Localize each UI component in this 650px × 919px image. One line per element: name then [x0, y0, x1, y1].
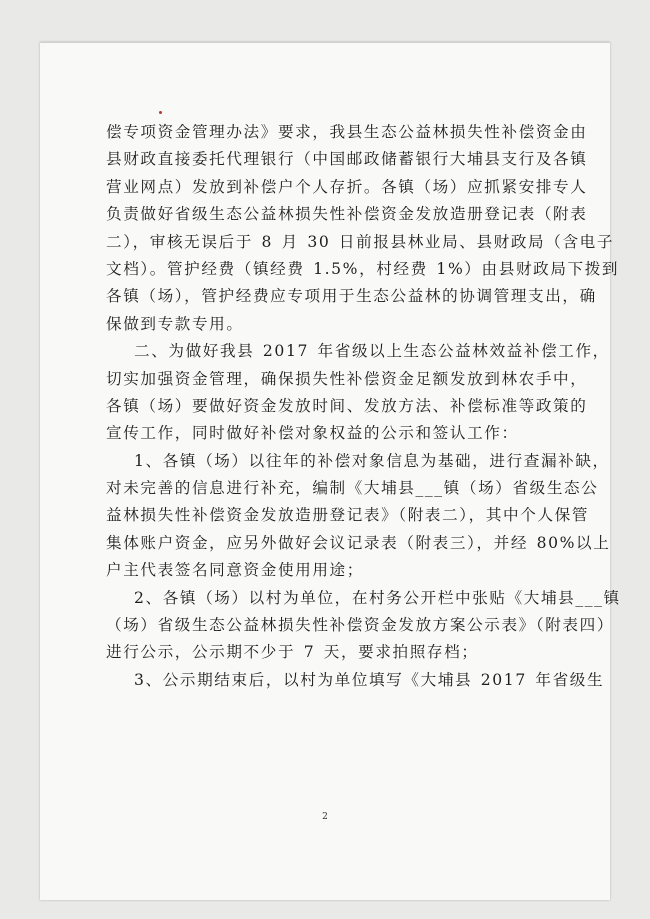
- text-line: 益林损失性补偿资金发放造册登记表》（附表二），其中个人保管: [106, 506, 590, 525]
- text-line: 各镇（场），管护经费应专项用于生态公益林的协调管理支出，确: [106, 287, 597, 306]
- text-line: 负责做好省级生态公益林损失性补偿资金发放造册登记表（附表: [106, 205, 588, 224]
- text-line: 户主代表签名同意资金使用用途；: [106, 561, 364, 580]
- text-line: 宣传工作，同时做好补偿对象权益的公示和签认工作：: [106, 424, 519, 443]
- text-line: （场）省级生态公益林损失性补偿资金发放方案公示表》（附表四）: [106, 616, 615, 635]
- text-line: 县财政直接委托代理银行（中国邮政储蓄银行大埔县支行及各镇: [106, 150, 588, 169]
- list-item-1: 1、各镇（场）以往年的补偿对象信息为基础，进行查漏补缺，: [134, 451, 610, 470]
- page-number: 2: [322, 812, 328, 822]
- text-line: 切实加强资金管理，确保损失性补偿资金足额发放到林农手中，: [106, 369, 588, 388]
- text-line: 集体账户资金，应另外做好会议记录表（附表三），并经 80%以上: [106, 533, 611, 552]
- list-item-3: 3、公示期结束后，以村为单位填写《大埔县 2017 年省级生: [134, 670, 605, 689]
- text-line: 二），审核无误后于 8 月 30 日前报县林业局、县财政局（含电子: [106, 232, 615, 251]
- text-line: 文档）。管护经费（镇经费 1.5%，村经费 1%）由县财政局下拨到: [106, 259, 620, 278]
- text-line: 营业网点）发放到补偿户个人存折。各镇（场）应抓紧安排专人: [106, 177, 588, 196]
- text-line: 各镇（场）要做好资金发放时间、发放方法、补偿标准等政策的: [106, 396, 588, 415]
- ink-mark: [159, 111, 162, 114]
- page-top-edge: [40, 42, 610, 43]
- text-line: 进行公示，公示期不少于 7 天，要求拍照存档；: [106, 643, 479, 662]
- list-item-2: 2、各镇（场）以村为单位，在村务公开栏中张贴《大埔县___镇: [134, 588, 621, 607]
- text-line: 偿专项资金管理办法》要求，我县生态公益林损失性补偿资金由: [106, 123, 588, 141]
- text-line: 保做到专款专用。: [106, 314, 244, 333]
- section-heading-2: 二、为做好我县 2017 年省级以上生态公益林效益补偿工作，: [134, 342, 610, 361]
- document-body: [106, 119, 621, 694]
- text-line: 对未完善的信息进行补充，编制《大埔县___镇（场）省级生态公: [106, 479, 599, 498]
- document-page: [40, 42, 621, 900]
